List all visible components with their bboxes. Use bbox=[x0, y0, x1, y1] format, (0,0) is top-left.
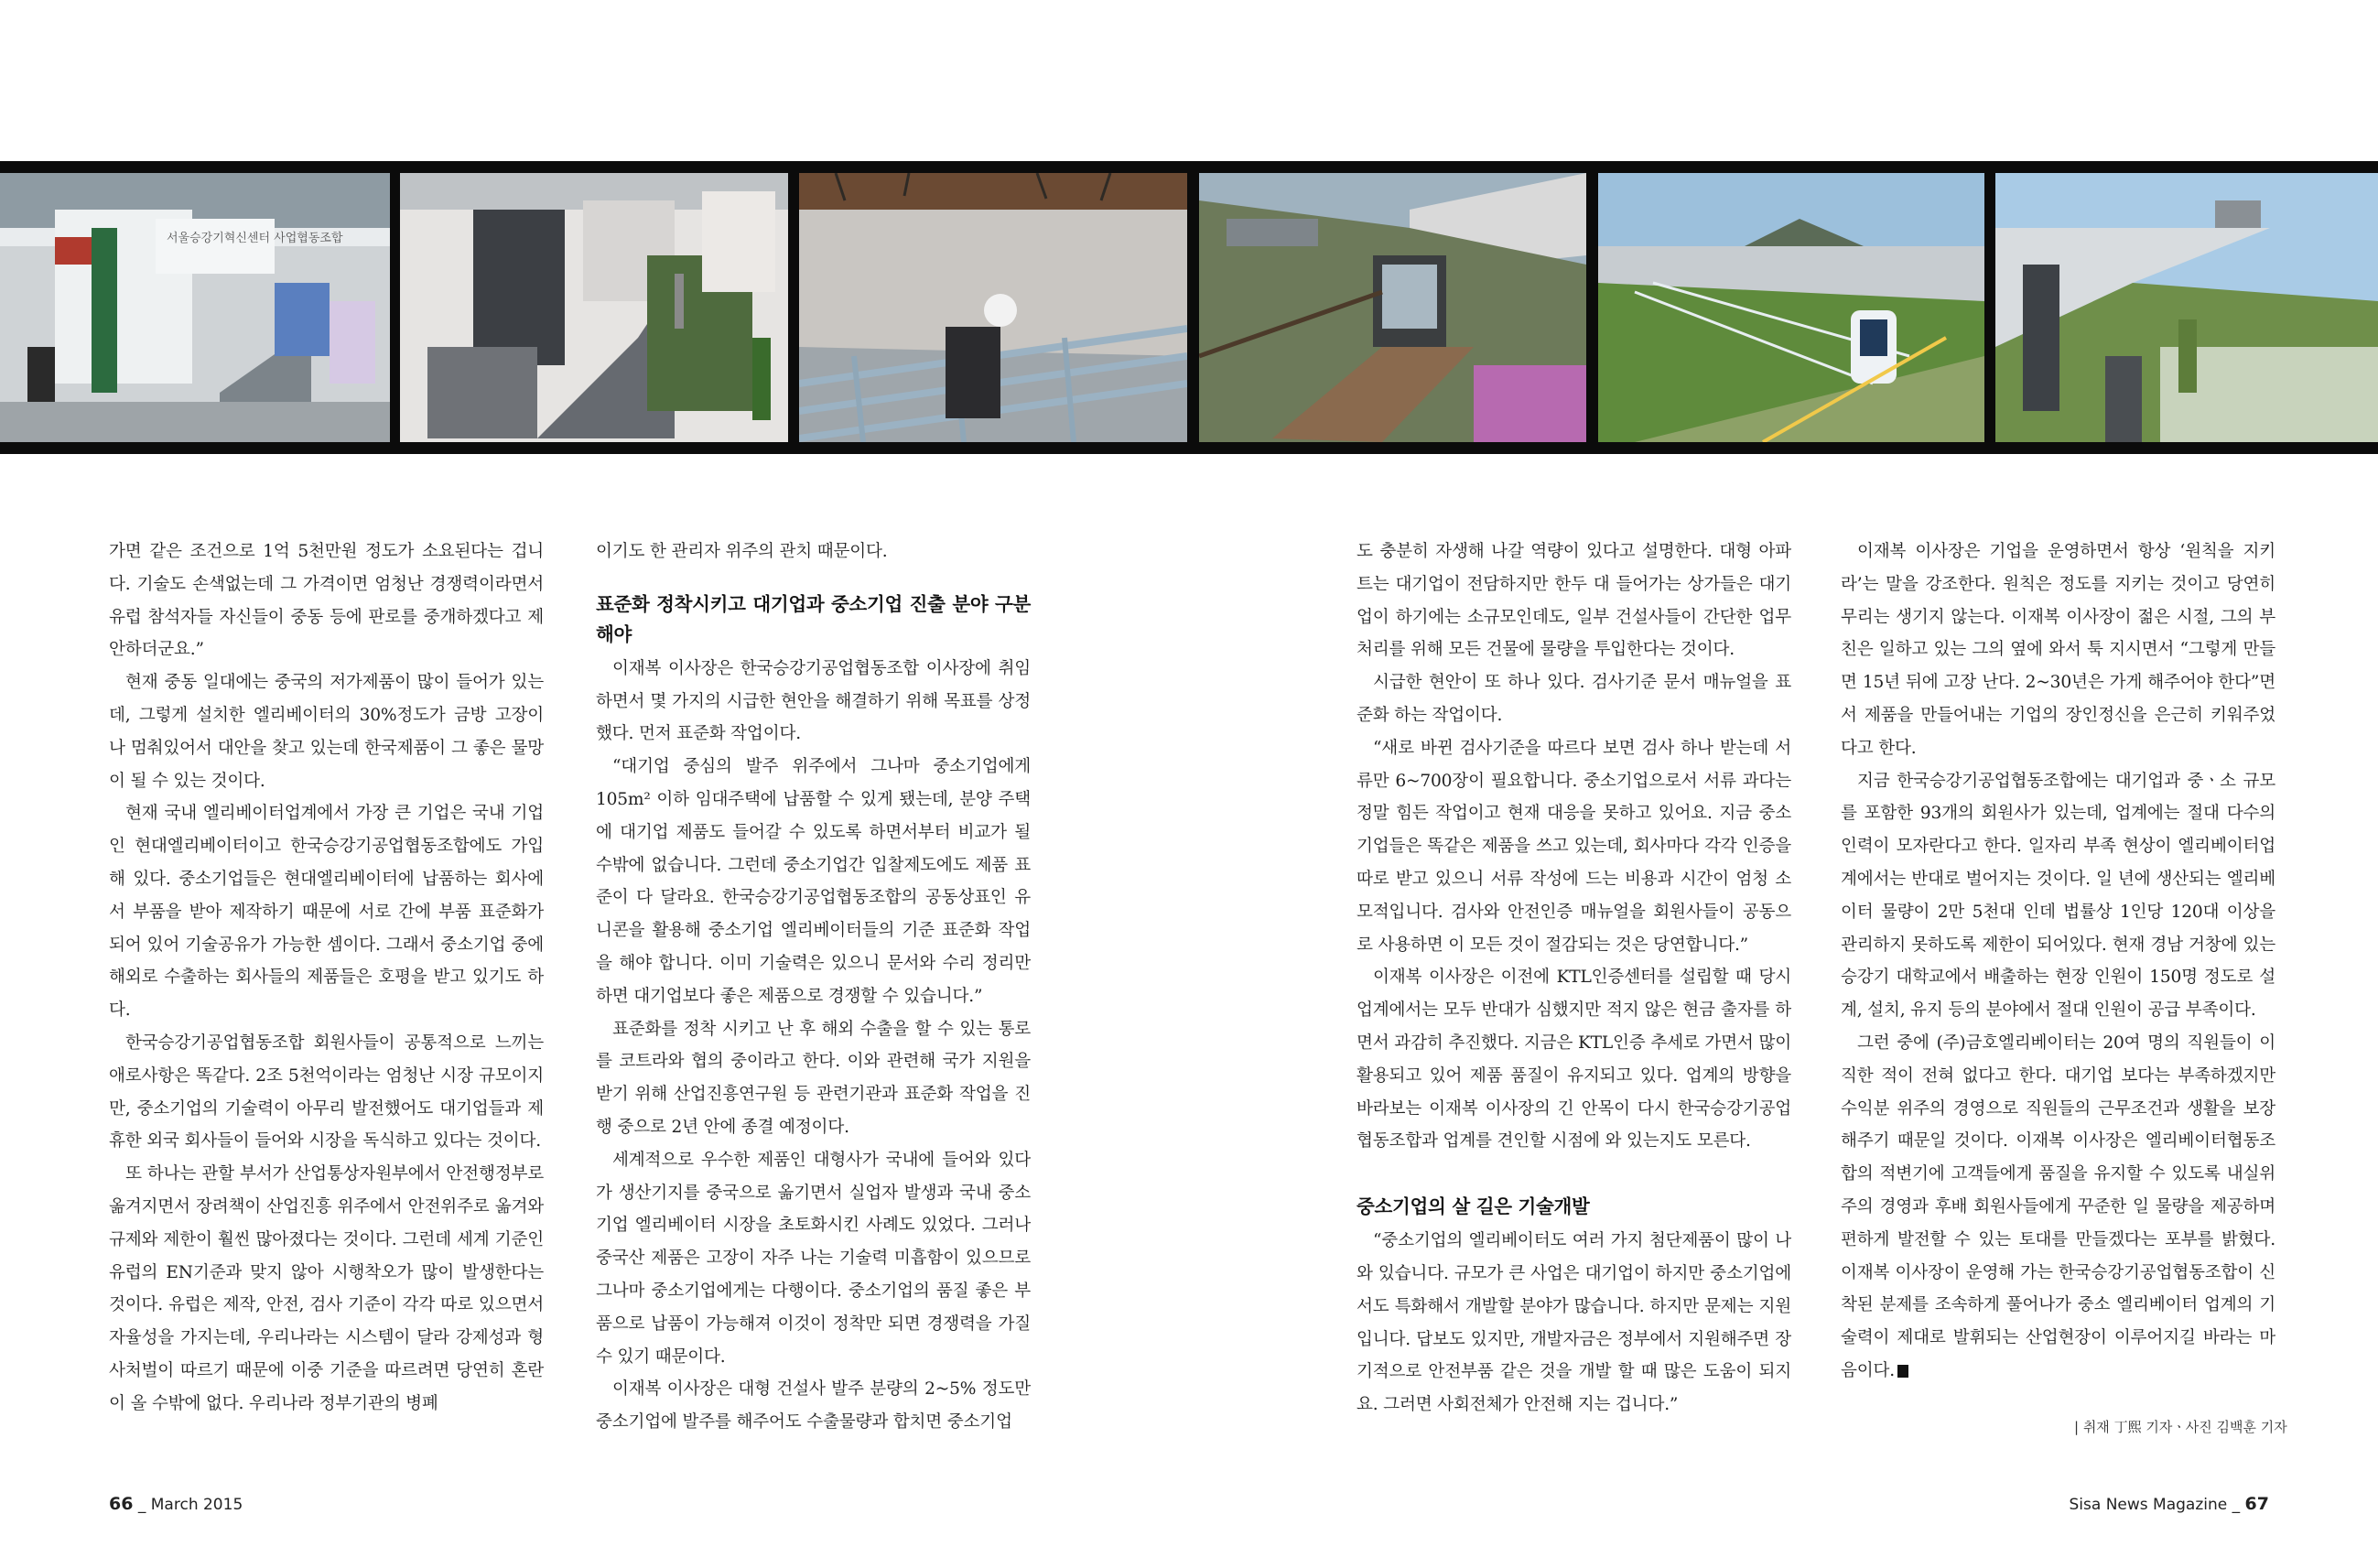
paragraph: “중소기업의 엘리베이터도 여러 가지 첨단제품이 많이 나와 있습니다. 규모가 큰 사업은 대기업이 하지만 중소기업에서도 특화해서 개발할 분야가 많습니다. 하지만 문제는 지원입니다. 답보도 있지만, 개발자금은 정부에서 지원해주면 장기적으로 안전부품 같은 것을 개발 할 때 많은 도움이 되지요. 그러면 사회전체가 안전해 지는 겁니다.” bbox=[1357, 1231, 1791, 1415]
paragraph: 세계적으로 우수한 제품인 대형사가 국내에 들어와 있다가 생산기지를 중국으로 옮기면서 실업자 발생과 국내 중소기업 엘리베이터 시장을 초토화시킨 사례도 있었다. 그러나 중국산 제품은 고장이 자주 나는 기술력 미흡함이 있으므로 그나마 중소기업에게는 다행이다. 중소기업의 품질 좋은 부품으로 납품이 가능해져 이것이 정착만 되면 경쟁력을 가질 수 있기 때문이다. bbox=[596, 1150, 1031, 1367]
park-inclined-elevator-photo bbox=[1995, 173, 2378, 442]
paragraph: 시급한 현안이 또 하나 있다. 검사기준 문서 매뉴얼을 표준화 하는 작업이다. bbox=[1357, 673, 1791, 725]
inclined-lift-model-photo bbox=[400, 173, 788, 442]
magazine-name: Sisa News Magazine bbox=[2069, 1496, 2228, 1514]
paragraph: 이재복 이사장은 기업을 운영하면서 항상 ‘원칙을 지키라’는 말을 강조한다. 원칙은 정도를 지키는 것이고 당연히 무리는 생기지 않는다. 이재복 이사장이 젊은 시절, 그의 부친은 일하고 있는 그의 옆에 와서 툭 지시면서 “그렇게 만들면 15년 뒤에 고장 난다. 2~30년은 가게 해주어야 한다”면서 제품을 만들어내는 기업의 장인정신을 은근히 키워주었다고 한다. bbox=[1841, 542, 2275, 758]
paragraph: “대기업 중심의 발주 위주에서 그나마 중소기업에게 105m² 이하 임대주택에 납품할 수 있게 됐는데, 분양 주택에 대기업 제품도 들어갈 수 있도록 하면서부터 비교가 될 수밖에 없습니다. 그런데 중소기업간 입찰제도에도 제품 표준이 다 달라요. 한국승강기공업협동조합의 공동상표인 유니콘을 활용해 중소기업 엘리베이터들의 기준 표준화 작업을 해야 합니다. 이미 기술력은 있으니 문서와 수리 정리만 하면 대기업보다 좋은 제품으로 경쟁할 수 있습니다.” bbox=[596, 757, 1031, 1006]
paragraph: “새로 바뀐 검사기준을 따르다 보면 검사 하나 받는데 서류만 6~700장이 필요합니다. 중소기업으로서 서류 과다는 정말 힘든 작업이고 현재 대응을 못하고 있어요. 지금 중소기업들은 똑같은 제품을 쓰고 있는데, 회사마다 각각 인증을 따로 받고 있으니 서류 작성에 드는 비용과 시간이 엄청 소모적입니다. 검사와 안전인증 매뉴얼을 회원사들이 공동으로 사용하면 이 모든 것이 절감되는 것은 당연합니다.” bbox=[1357, 738, 1791, 955]
folio-separator: _ bbox=[137, 1496, 146, 1514]
page-number: 67 bbox=[2244, 1494, 2269, 1514]
byline-credit: | 취재 丁熙 기자ㆍ사진 김백훈 기자 bbox=[2074, 1419, 2287, 1435]
coastal-city-inclined-elevator-photo bbox=[1598, 173, 1984, 442]
text-column-1 bbox=[109, 535, 544, 1421]
paragraph: 표준화를 정착 시키고 난 후 해외 수출을 할 수 있는 통로를 코트라와 협의 중이라고 한다. 이와 관련해 국가 지원을 받기 위해 산업진흥연구원 등 관련기관과 표준화 작업을 진행 중으로 2년 안에 종결 예정이다. bbox=[596, 1019, 1031, 1137]
end-mark-icon: S bbox=[1897, 1365, 1908, 1378]
page-number: 66 bbox=[109, 1494, 134, 1514]
paragraph: 지금 한국승강기공업협동조합에는 대기업과 중ㆍ소 규모를 포함한 93개의 회원사가 있는데, 업계에는 절대 다수의 인력이 모자란다고 한다. 일자리 부족 현상이 엘리베이터업계에서는 반대로 벌어지는 것이다. 일 년에 생산되는 엘리베이터 물량이 2만 5천대 인데 법률상 1인당 120대 이상을 관리하지 못하도록 제한이 되어있다. 현재 경남 거창에 있는 승강기 대학교에서 배출하는 현장 인원이 150명 정도로 설계, 설치, 유지 등의 분야에서 절대 인원이 공급 부족이다. bbox=[1841, 771, 2275, 1021]
paragraph: 또 하나는 관할 부서가 산업통상자원부에서 안전행정부로 옮겨지면서 장려책이 산업진흥 위주에서 안전위주로 옮겨와 규제와 제한이 훨씬 많아졌다는 것이다. 그런데 세계 기준인 유럽의 EN기준과 맞지 않아 시행착오가 많이 발생한다는 것이다. 유럽은 제작, 안전, 검사 기준이 각각 따로 있으면서 자율성을 가지는데, 우리나라는 시스템이 달라 강제성과 형사처벌이 따르기 때문에 이중 기준을 따르려면 당연히 혼란이 올 수밖에 없다. 우리나라 정부기관의 병폐 bbox=[109, 1164, 544, 1413]
issue-date: March 2015 bbox=[150, 1496, 243, 1514]
hillside-inclined-elevator-photo bbox=[1199, 173, 1586, 442]
paragraph: 이재복 이사장은 이전에 KTL인증센터를 설립할 때 당시 업계에서는 모두 반대가 심했지만 적지 않은 현금 출자를 하면서 과감히 추진했다. 지금은 KTL인증 추세로 가면서 많이 활용되고 있어 제품 품질이 유지되고 있다. 업계의 방향을 바라보는 이재복 이사장의 긴 안목이 다시 한국승강기공업협동조합과 업계를 견인할 시점에 와 있는지도 모른다. bbox=[1357, 968, 1791, 1152]
folio-separator: _ bbox=[2232, 1496, 2241, 1514]
paragraph: 도 충분히 자생해 나갈 역량이 있다고 설명한다. 대형 아파트는 대기업이 전담하지만 한두 대 들어가는 상가들은 대기업이 하기에는 소규모인데도, 일부 건설사들이 간단한 업무처리를 위해 모든 건물에 물량을 투입한다는 것이다. bbox=[1357, 542, 1791, 660]
text-column-3 bbox=[1357, 535, 1791, 1422]
paragraph-text: 그런 중에 (주)금호엘리베이터는 20여 명의 직원들이 이직한 적이 전혀 없다고 한다. 대기업 보다는 부족하겠지만 수익분 위주의 경영으로 직원들의 근무조건과 생활을 보장해주기 때문일 것이다. 이재복 이사장은 엘리베이터협동조합의 적변기에 고객들에게 품질을 유지할 수 있도록 내실위주의 경영과 후배 회원사들에게 꾸준한 일 물량을 제공하며 편하게 발전할 수 있는 토대를 만들겠다는 포부를 밝혔다. 이재복 이사장이 운영해 가는 한국승강기공업협동조합이 신착된 분제를 조속하게 풀어나가 중소 엘리베이터 업계의 기술력이 제대로 발휘되는 산업현장이 이루어지길 바라는 마음이다. bbox=[1841, 1033, 2275, 1380]
section-heading: 표준화 정착시키고 대기업과 중소기업 진출 분야 구분해야 bbox=[596, 592, 1031, 645]
section-heading: 중소기업의 살 길은 기술개발 bbox=[1357, 1195, 1590, 1218]
paragraph: 이기도 한 관리자 위주의 관치 때문이다. bbox=[596, 542, 888, 561]
booth-sign-text: 서울승강기혁신센터 사업협동조합 bbox=[167, 232, 343, 245]
photo-strip bbox=[0, 161, 2378, 454]
paragraph: 이재복 이사장은 한국승강기공업협동조합 이사장에 취임하면서 몇 가지의 시급한 현안을 해결하기 위해 목표를 상정했다. 먼저 표준화 작업이다. bbox=[596, 658, 1031, 744]
paragraph: 현재 중동 일대에는 중국의 저가제품이 많이 들어가 있는데, 그렇게 설치한 엘리베이터의 30%정도가 금방 고장이 나 멈춰있어서 대안을 찾고 있는데 한국제품이 그 좋은 물망이 될 수 있는 것이다. bbox=[109, 673, 544, 791]
paragraph: 한국승강기공업협동조합 회원사들이 공통적으로 느끼는 애로사항은 똑같다. 2조 5천억이라는 엄청난 시장 규모이지만, 중소기업의 기술력이 아무리 발전했어도 대기업들과 제휴한 외국 회사들이 들어와 시장을 독식하고 있다는 것이다. bbox=[109, 1033, 544, 1152]
text-column-2 bbox=[596, 535, 1031, 1439]
paragraph bbox=[1841, 1027, 2275, 1388]
paragraph: 가면 같은 조건으로 1억 5천만원 정도가 소요된다는 겁니다. 기술도 손색없는데 그 가격이면 엄청난 경쟁력이라면서 유럽 참석자들 자신들이 중동 등에 판로를 중개하겠다고 제안하더군요.” bbox=[109, 542, 544, 660]
exhibition-booth-photo bbox=[0, 173, 390, 442]
folio-right bbox=[2070, 1494, 2269, 1514]
installation-worker-photo bbox=[799, 173, 1187, 442]
text-column-4 bbox=[1841, 535, 2275, 1388]
paragraph: 현재 국내 엘리베이터업계에서 가장 큰 기업은 국내 기업인 현대엘리베이터이고 한국승강기공업협동조합에도 가입해 있다. 중소기업들은 현대엘리베이터에 납품하는 회사에서 부품을 받아 제작하기 때문에 서로 간에 부품 표준화가 되어 있어 기술공유가 가능한 셈이다. 그래서 중소기업 중에 해외로 수출하는 회사들의 제품들은 호평을 받고 있기도 하다. bbox=[109, 804, 544, 1021]
paragraph: 이재복 이사장은 대형 건설사 발주 분량의 2~5% 정도만 중소기업에 발주를 해주어도 수출물량과 합치면 중소기업 bbox=[596, 1379, 1031, 1433]
folio-left bbox=[109, 1494, 243, 1514]
